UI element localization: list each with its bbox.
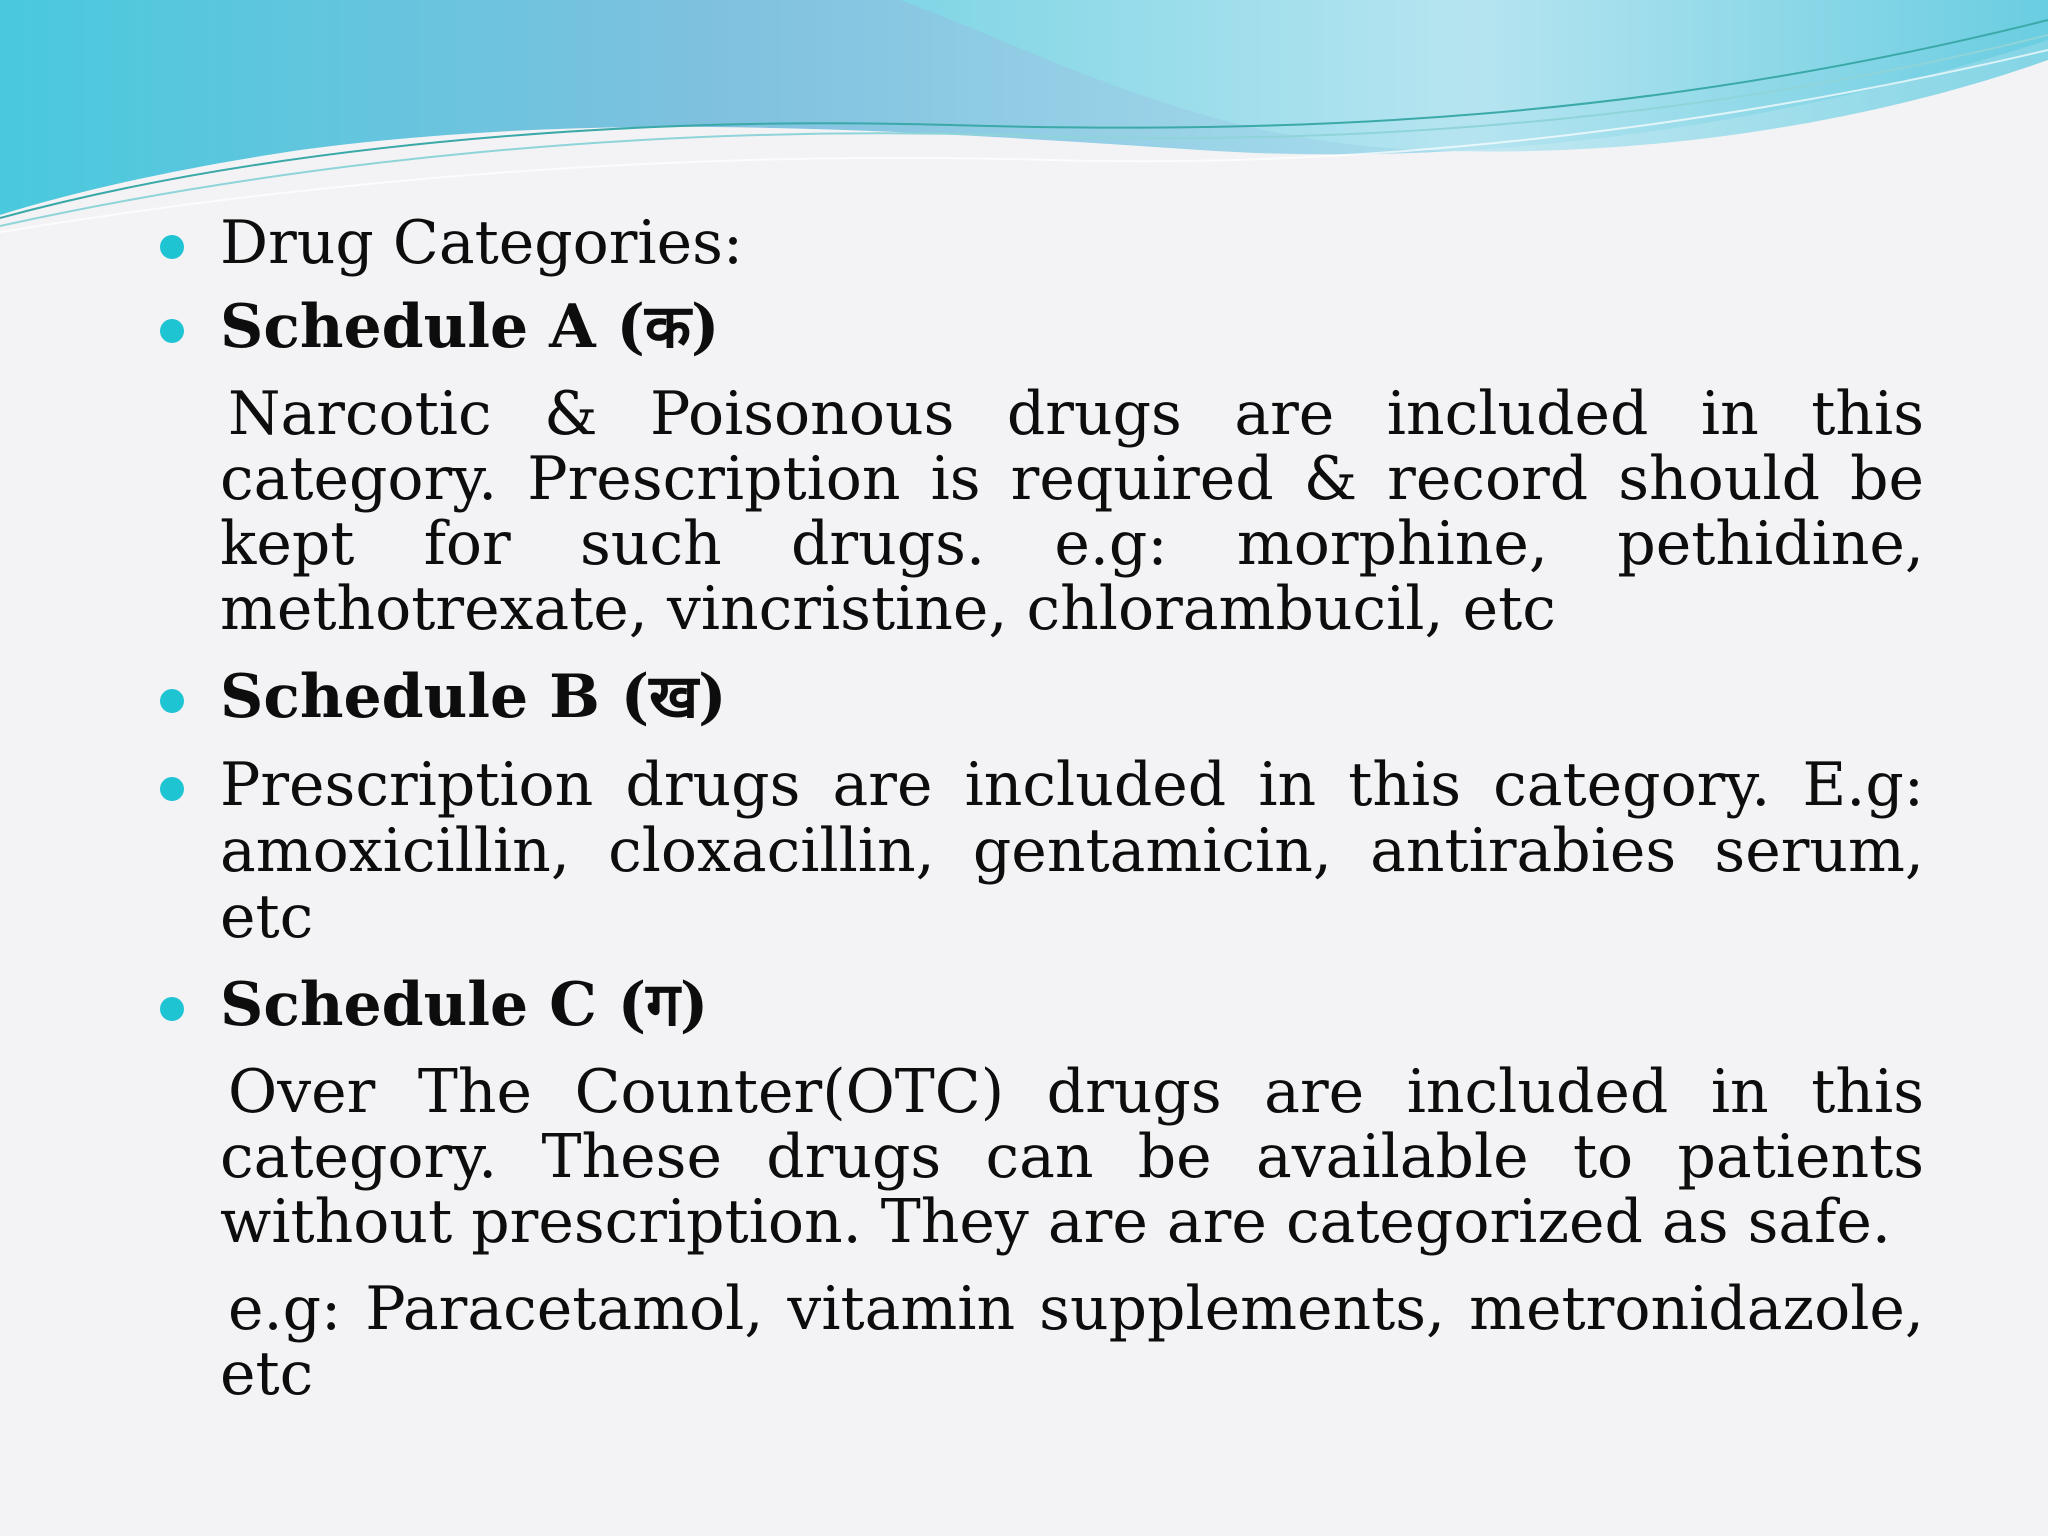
schedule-b-heading: Schedule B (ख) bbox=[220, 662, 727, 732]
bullet-icon bbox=[160, 689, 184, 713]
bullet-icon bbox=[160, 997, 184, 1021]
schedule-a-description: Narcotic & Poisonous drugs are included in this category. Prescription is required & record should be kept for such drugs. e.g: morphine, pethidine, methotrexate, vincristine, chlorambucil, etc bbox=[220, 379, 1924, 644]
bullet-schedule-a bbox=[160, 294, 1924, 360]
bullet-schedule-b-description bbox=[160, 752, 1924, 950]
schedule-c-examples: e.g: Paracetamol, vitamin supplements, metronidazole, etc bbox=[220, 1274, 1924, 1409]
schedule-c-heading: Schedule C (ग) bbox=[220, 970, 709, 1040]
intro-text: Drug Categories: bbox=[220, 208, 744, 278]
schedule-b-description: Prescription drugs are included in this category. E.g: amoxicillin, cloxacillin, gentamicin, antirabies serum, etc bbox=[220, 750, 1924, 952]
header-wave-decoration bbox=[0, 0, 2048, 240]
bullet-schedule-b bbox=[160, 664, 1924, 730]
bullet-icon bbox=[160, 777, 184, 801]
bullet-icon bbox=[160, 235, 184, 259]
bullet-schedule-c bbox=[160, 972, 1924, 1038]
schedule-a-heading: Schedule A (क) bbox=[220, 292, 720, 362]
slide-content bbox=[160, 210, 1924, 1407]
bullet-drug-categories bbox=[160, 210, 1924, 276]
bullet-icon bbox=[160, 319, 184, 343]
schedule-c-description: Over The Counter(OTC) drugs are included in this category. These drugs can be available to patients without prescription. They are are categorized as safe. bbox=[220, 1057, 1924, 1257]
